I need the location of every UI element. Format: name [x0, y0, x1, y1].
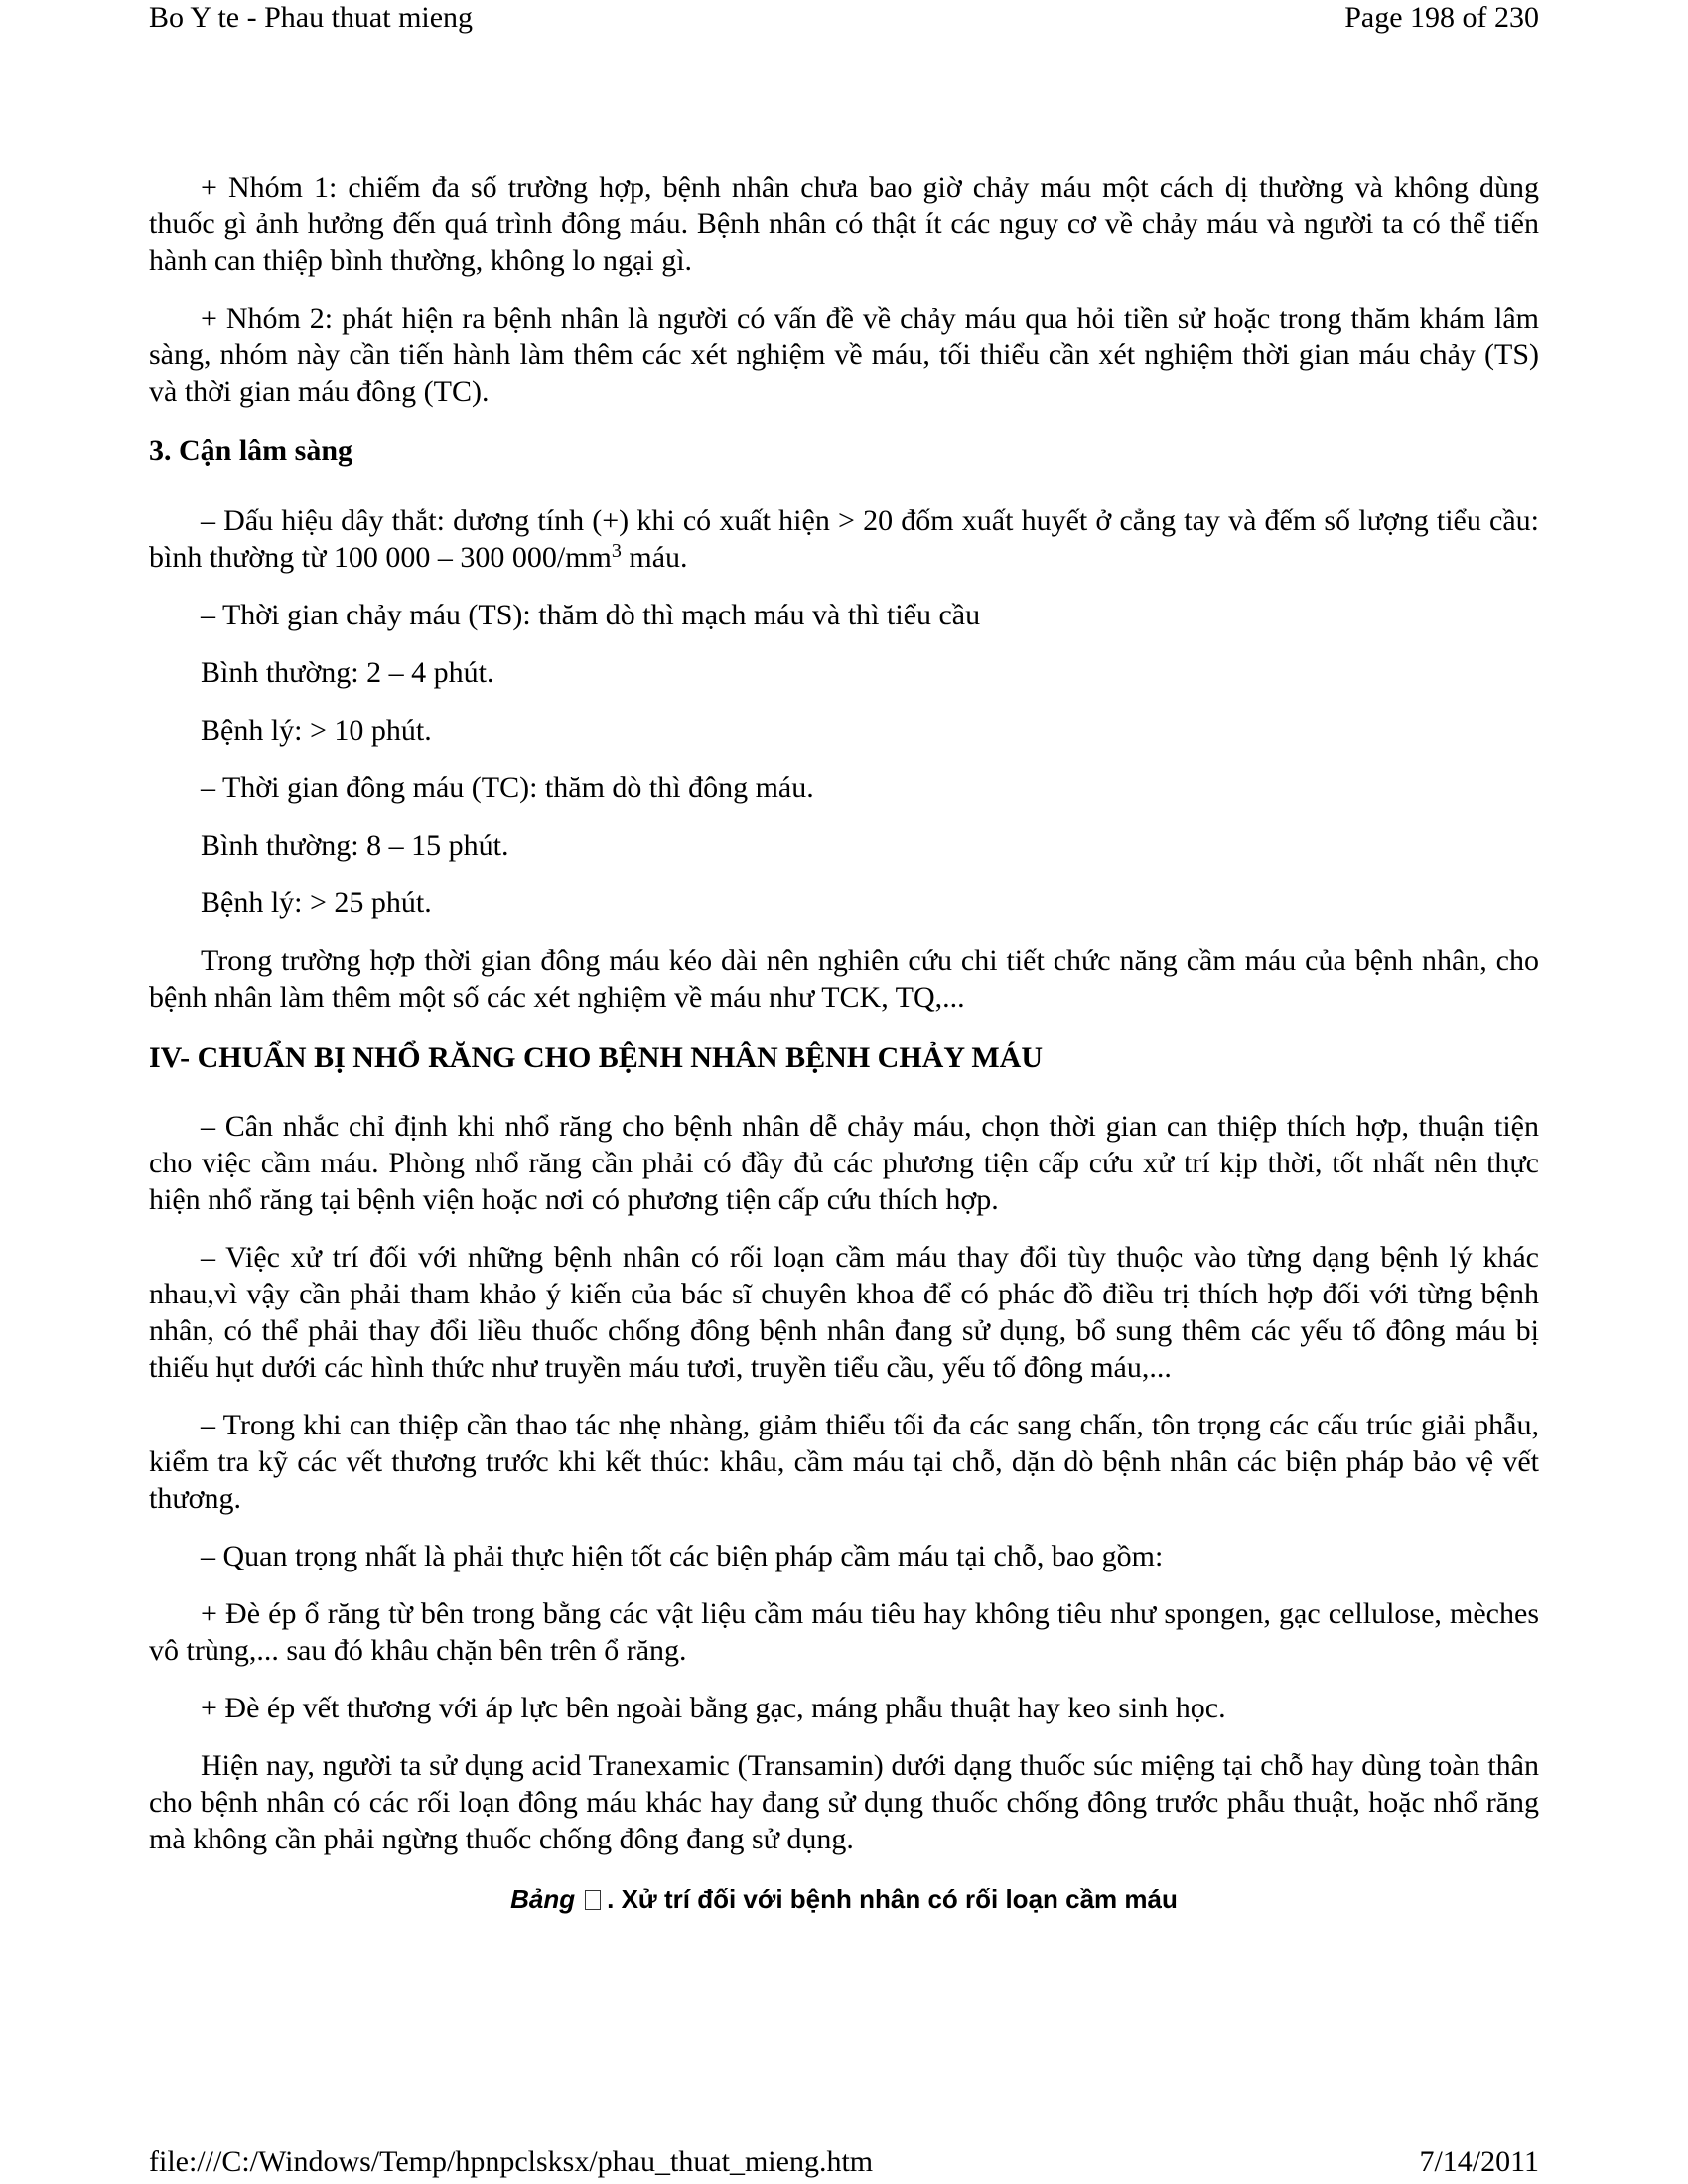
paragraph-tck-tq: Trong trường hợp thời gian đông máu kéo dài nên nghiên cứu chi tiết chức năng cầm máu của bệnh nhân, cho bệnh nhân làm thêm một số các xét nghiệm về máu như TCK, TQ,... [149, 944, 1539, 1014]
paragraph-tc-abnormal: Bệnh lý: > 25 phút. [201, 887, 432, 919]
paragraph-dau-hieu-day-that [149, 502, 1539, 576]
superscript: 3 [611, 540, 622, 562]
caption-text: . Xử trí đối với bệnh nhân có rối loạn cầm máu [607, 1884, 1178, 1914]
caption-label: Bảng [510, 1884, 576, 1914]
paragraph-tc: – Thời gian đông máu (TC): thăm dò thì đông máu. [201, 771, 814, 804]
section-heading-iv: IV- CHUẨN BỊ NHỔ RĂNG CHO BỆNH NHÂN BỆNH CHẢY MÁU [149, 1041, 1044, 1074]
paragraph-text: máu. [621, 541, 688, 574]
document-body [149, 169, 1539, 1918]
paragraph-de-ep-o-rang: + Đè ép ổ răng từ bên trong bằng các vật liệu cầm máu tiêu hay không tiêu như spongen, gạc cellulose, mèches vô trùng,... sau đó khâu chặn bên trên ổ răng. [149, 1597, 1539, 1667]
paragraph-nhom-2: + Nhóm 2: phát hiện ra bệnh nhân là người có vấn đề về chảy máu qua hỏi tiền sử hoặc trong thăm khám lâm sàng, nhóm này cần tiến hành làm thêm các xét nghiệm về máu, tối thiểu cần xét nghiệm thời gian máu chảy (TS) và thời gian máu đông (TC). [149, 302, 1539, 408]
paragraph-thao-tac: – Trong khi can thiệp cần thao tác nhẹ nhàng, giảm thiểu tối đa các sang chấn, tôn trọng các cấu trúc giải phẫu, kiểm tra kỹ các vết thương trước khi kết thúc: khâu, cầm máu tại chỗ, dặn dò bệnh nhân các biện pháp bảo vệ vết thương. [149, 1409, 1539, 1515]
paragraph-ts-abnormal: Bệnh lý: > 10 phút. [201, 714, 432, 747]
missing-glyph-box [585, 1890, 601, 1910]
paragraph-cam-mau: – Quan trọng nhất là phải thực hiện tốt các biện pháp cầm máu tại chỗ, bao gồm: [201, 1540, 1164, 1572]
paragraph-text: – Dấu hiệu dây thắt: dương tính (+) khi có xuất hiện > 20 đốm xuất huyết ở cẳng tay và đếm số lượng tiểu cầu: bình thường từ 100 000 – 300 000/mm [149, 504, 1539, 574]
paragraph-tranexamic: Hiện nay, người ta sử dụng acid Tranexamic (Transamin) dưới dạng thuốc súc miệng tại chỗ hay dùng toàn thân cho bệnh nhân có các rối loạn đông máu khác hay đang sử dụng thuốc chống đông trước phẫu thuật, hoặc nhổ răng mà không cần phải ngừng thuốc chống đông đang sử dụng. [149, 1749, 1539, 1855]
page-header [149, 0, 1539, 40]
paragraph-tc-normal: Bình thường: 8 – 15 phút. [201, 829, 509, 862]
section-heading-can-lam-sang: 3. Cận lâm sàng [149, 434, 353, 467]
file-path: file:///C:/Windows/Temp/hpnpclsksx/phau_thuat_mieng.htm [149, 2145, 874, 2178]
page-number: Page 198 of 230 [1344, 1, 1539, 34]
paragraph-de-ep-vet-thuong: + Đè ép vết thương với áp lực bên ngoài bằng gạc, máng phẫu thuật hay keo sinh học. [201, 1692, 1226, 1724]
document-title: Bo Y te - Phau thuat mieng [149, 1, 474, 34]
print-date: 7/14/2011 [1419, 2145, 1539, 2178]
paragraph-can-nhac: – Cân nhắc chỉ định khi nhổ răng cho bệnh nhân dễ chảy máu, chọn thời gian can thiệp thích hợp, thuận tiện cho việc cầm máu. Phòng nhổ răng cần phải có đầy đủ các phương tiện cấp cứu xử trí kịp thời, tốt nhất nên thực hiện nhổ răng tại bệnh viện hoặc nơi có phương tiện cấp cứu thích hợp. [149, 1110, 1539, 1216]
paragraph-ts-normal: Bình thường: 2 – 4 phút. [201, 656, 494, 689]
paragraph-ts: – Thời gian chảy máu (TS): thăm dò thì mạch máu và thì tiểu cầu [201, 599, 981, 631]
page-footer [149, 2144, 1539, 2184]
paragraph-nhom-1: + Nhóm 1: chiếm đa số trường hợp, bệnh nhân chưa bao giờ chảy máu một cách dị thường và không dùng thuốc gì ảnh hưởng đến quá trình đông máu. Bệnh nhân có thật ít các nguy cơ về chảy máu và người ta có thể tiến hành can thiệp bình thường, không lo ngại gì. [149, 171, 1539, 277]
table-caption [149, 1881, 1539, 1918]
paragraph-xu-tri: – Việc xử trí đối với những bệnh nhân có rối loạn cầm máu thay đổi tùy thuộc vào từng dạng bệnh lý khác nhau,vì vậy cần phải tham khảo ý kiến của bác sĩ chuyên khoa để có phác đồ điều trị thích hợp đối với từng bệnh nhân, có thể phải thay đổi liều thuốc chống đông bệnh nhân đang sử dụng, bổ sung thêm các yếu tố đông máu bị thiếu hụt dưới các hình thức như truyền máu tươi, truyền tiểu cầu, yếu tố đông máu,... [149, 1241, 1539, 1384]
